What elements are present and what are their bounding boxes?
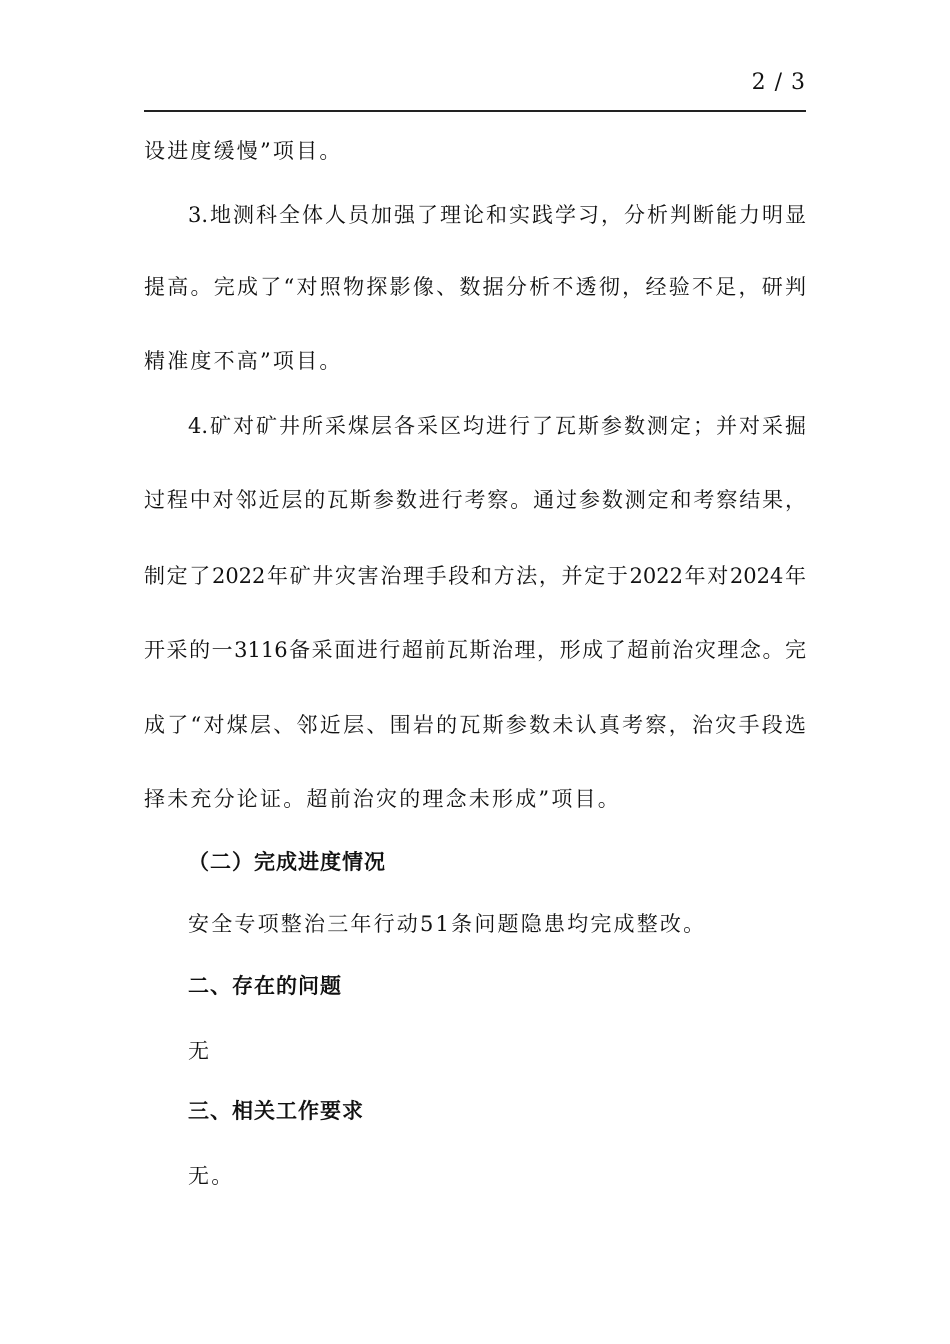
body-text-line: 成了“对煤层、邻近层、围岩的瓦斯参数未认真考察，治灾手段选	[144, 713, 806, 737]
subsection-heading: （二）完成进度情况	[188, 850, 386, 874]
body-text-line: 过程中对邻近层的瓦斯参数进行考察。通过参数测定和考察结果，	[144, 488, 806, 512]
body-text-line: 无	[188, 1039, 212, 1063]
page-number: 2 / 3	[751, 70, 806, 95]
body-text-line: 开采的一3116备采面进行超前瓦斯治理，形成了超前治灾理念。完	[144, 638, 806, 662]
body-text-line: 提高。完成了“对照物探影像、数据分析不透彻，经验不足，研判	[144, 275, 806, 299]
body-text-line: 制定了2022年矿井灾害治理手段和方法，并定于2022年对2024年	[144, 564, 806, 588]
header-divider	[144, 110, 806, 112]
body-text-line: 择未充分论证。超前治灾的理念未形成”项目。	[144, 787, 621, 811]
body-text-line: 无。	[188, 1164, 235, 1188]
body-text-line: 4.矿对矿井所采煤层各采区均进行了瓦斯参数测定；并对采掘	[188, 414, 806, 438]
body-text-line: 安全专项整治三年行动51条问题隐患均完成整改。	[188, 912, 707, 936]
section-heading: 二、存在的问题	[188, 974, 342, 998]
body-text-line: 精准度不高”项目。	[144, 349, 343, 373]
body-text-line: 3.地测科全体人员加强了理论和实践学习，分析判断能力明显	[188, 203, 806, 227]
body-text-line: 设进度缓慢”项目。	[144, 139, 343, 163]
section-heading: 三、相关工作要求	[188, 1099, 364, 1123]
